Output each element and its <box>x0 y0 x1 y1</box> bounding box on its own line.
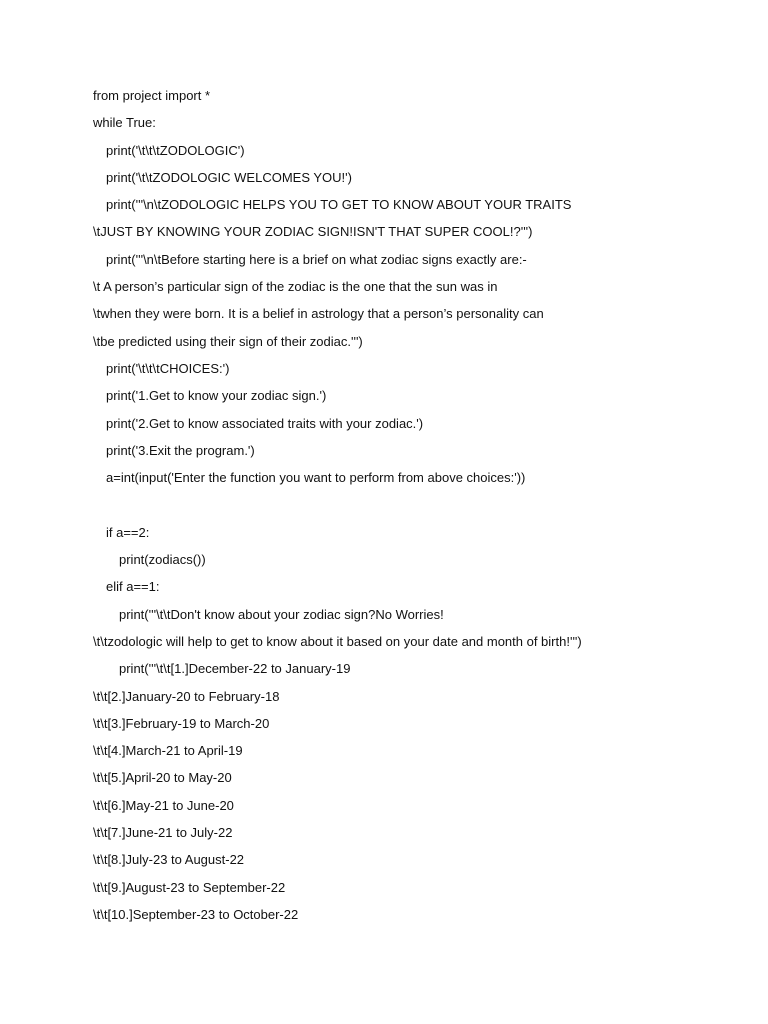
code-line: while True: <box>93 115 156 131</box>
code-line: \t A person’s particular sign of the zodiac is the one that the sun was in <box>93 279 498 295</box>
code-line: if a==2: <box>106 524 150 540</box>
code-line: \t\t[3.]February-19 to March-20 <box>93 715 270 731</box>
code-line: print('''\t\t[1.]December-22 to January-19 <box>119 661 351 677</box>
code-line: print('\t\tZODOLOGIC WELCOMES YOU!') <box>106 169 352 185</box>
code-line: \t\t[5.]April-20 to May-20 <box>93 770 232 786</box>
code-line: \t\t[8.]July-23 to August-22 <box>93 852 245 868</box>
code-line: print('''\t\tDon't know about your zodiac sign?No Worries! <box>119 606 444 622</box>
code-line: \t\t[2.]January-20 to February-18 <box>93 688 280 704</box>
code-line: from project import * <box>93 88 211 103</box>
code-line: elif a==1: <box>106 579 160 595</box>
code-line: \twhen they were born. It is a belief in astrology that a person’s personality can <box>93 306 544 322</box>
code-line: \t\t[10.]September-23 to October-22 <box>93 906 299 922</box>
code-line: print('\t\t\tZODOLOGIC') <box>106 142 245 158</box>
code-line: print('''\n\tBefore starting here is a brief on what zodiac signs exactly are:- <box>106 251 527 267</box>
code-line: print('2.Get to know associated traits with your zodiac.') <box>106 415 424 431</box>
code-line: \tbe predicted using their sign of their zodiac.''') <box>93 333 363 349</box>
code-line: print('\t\t\tCHOICES:') <box>106 360 230 376</box>
code-line: print(zodiacs()) <box>119 552 206 568</box>
blank-line <box>93 494 733 521</box>
code-line: print('1.Get to know your zodiac sign.') <box>106 388 327 404</box>
code-line: \t\t[6.]May-21 to June-20 <box>93 797 234 813</box>
code-line: print('3.Exit the program.') <box>106 442 255 458</box>
code-line: \t\tzodologic will help to get to know about it based on your date and month of birth!''') <box>93 633 582 649</box>
code-line: \t\t[7.]June-21 to July-22 <box>93 825 233 841</box>
code-line: \t\t[9.]August-23 to September-22 <box>93 879 286 895</box>
code-line: \tJUST BY KNOWING YOUR ZODIAC SIGN!ISN'T THAT SUPER COOL!?''') <box>93 224 533 240</box>
code-line: print('''\n\tZODOLOGIC HELPS YOU TO GET TO KNOW ABOUT YOUR TRAITS <box>106 197 572 213</box>
code-listing <box>93 85 733 931</box>
code-line: a=int(input('Enter the function you want to perform from above choices:')) <box>106 470 526 486</box>
code-line: \t\t[4.]March-21 to April-19 <box>93 743 243 759</box>
